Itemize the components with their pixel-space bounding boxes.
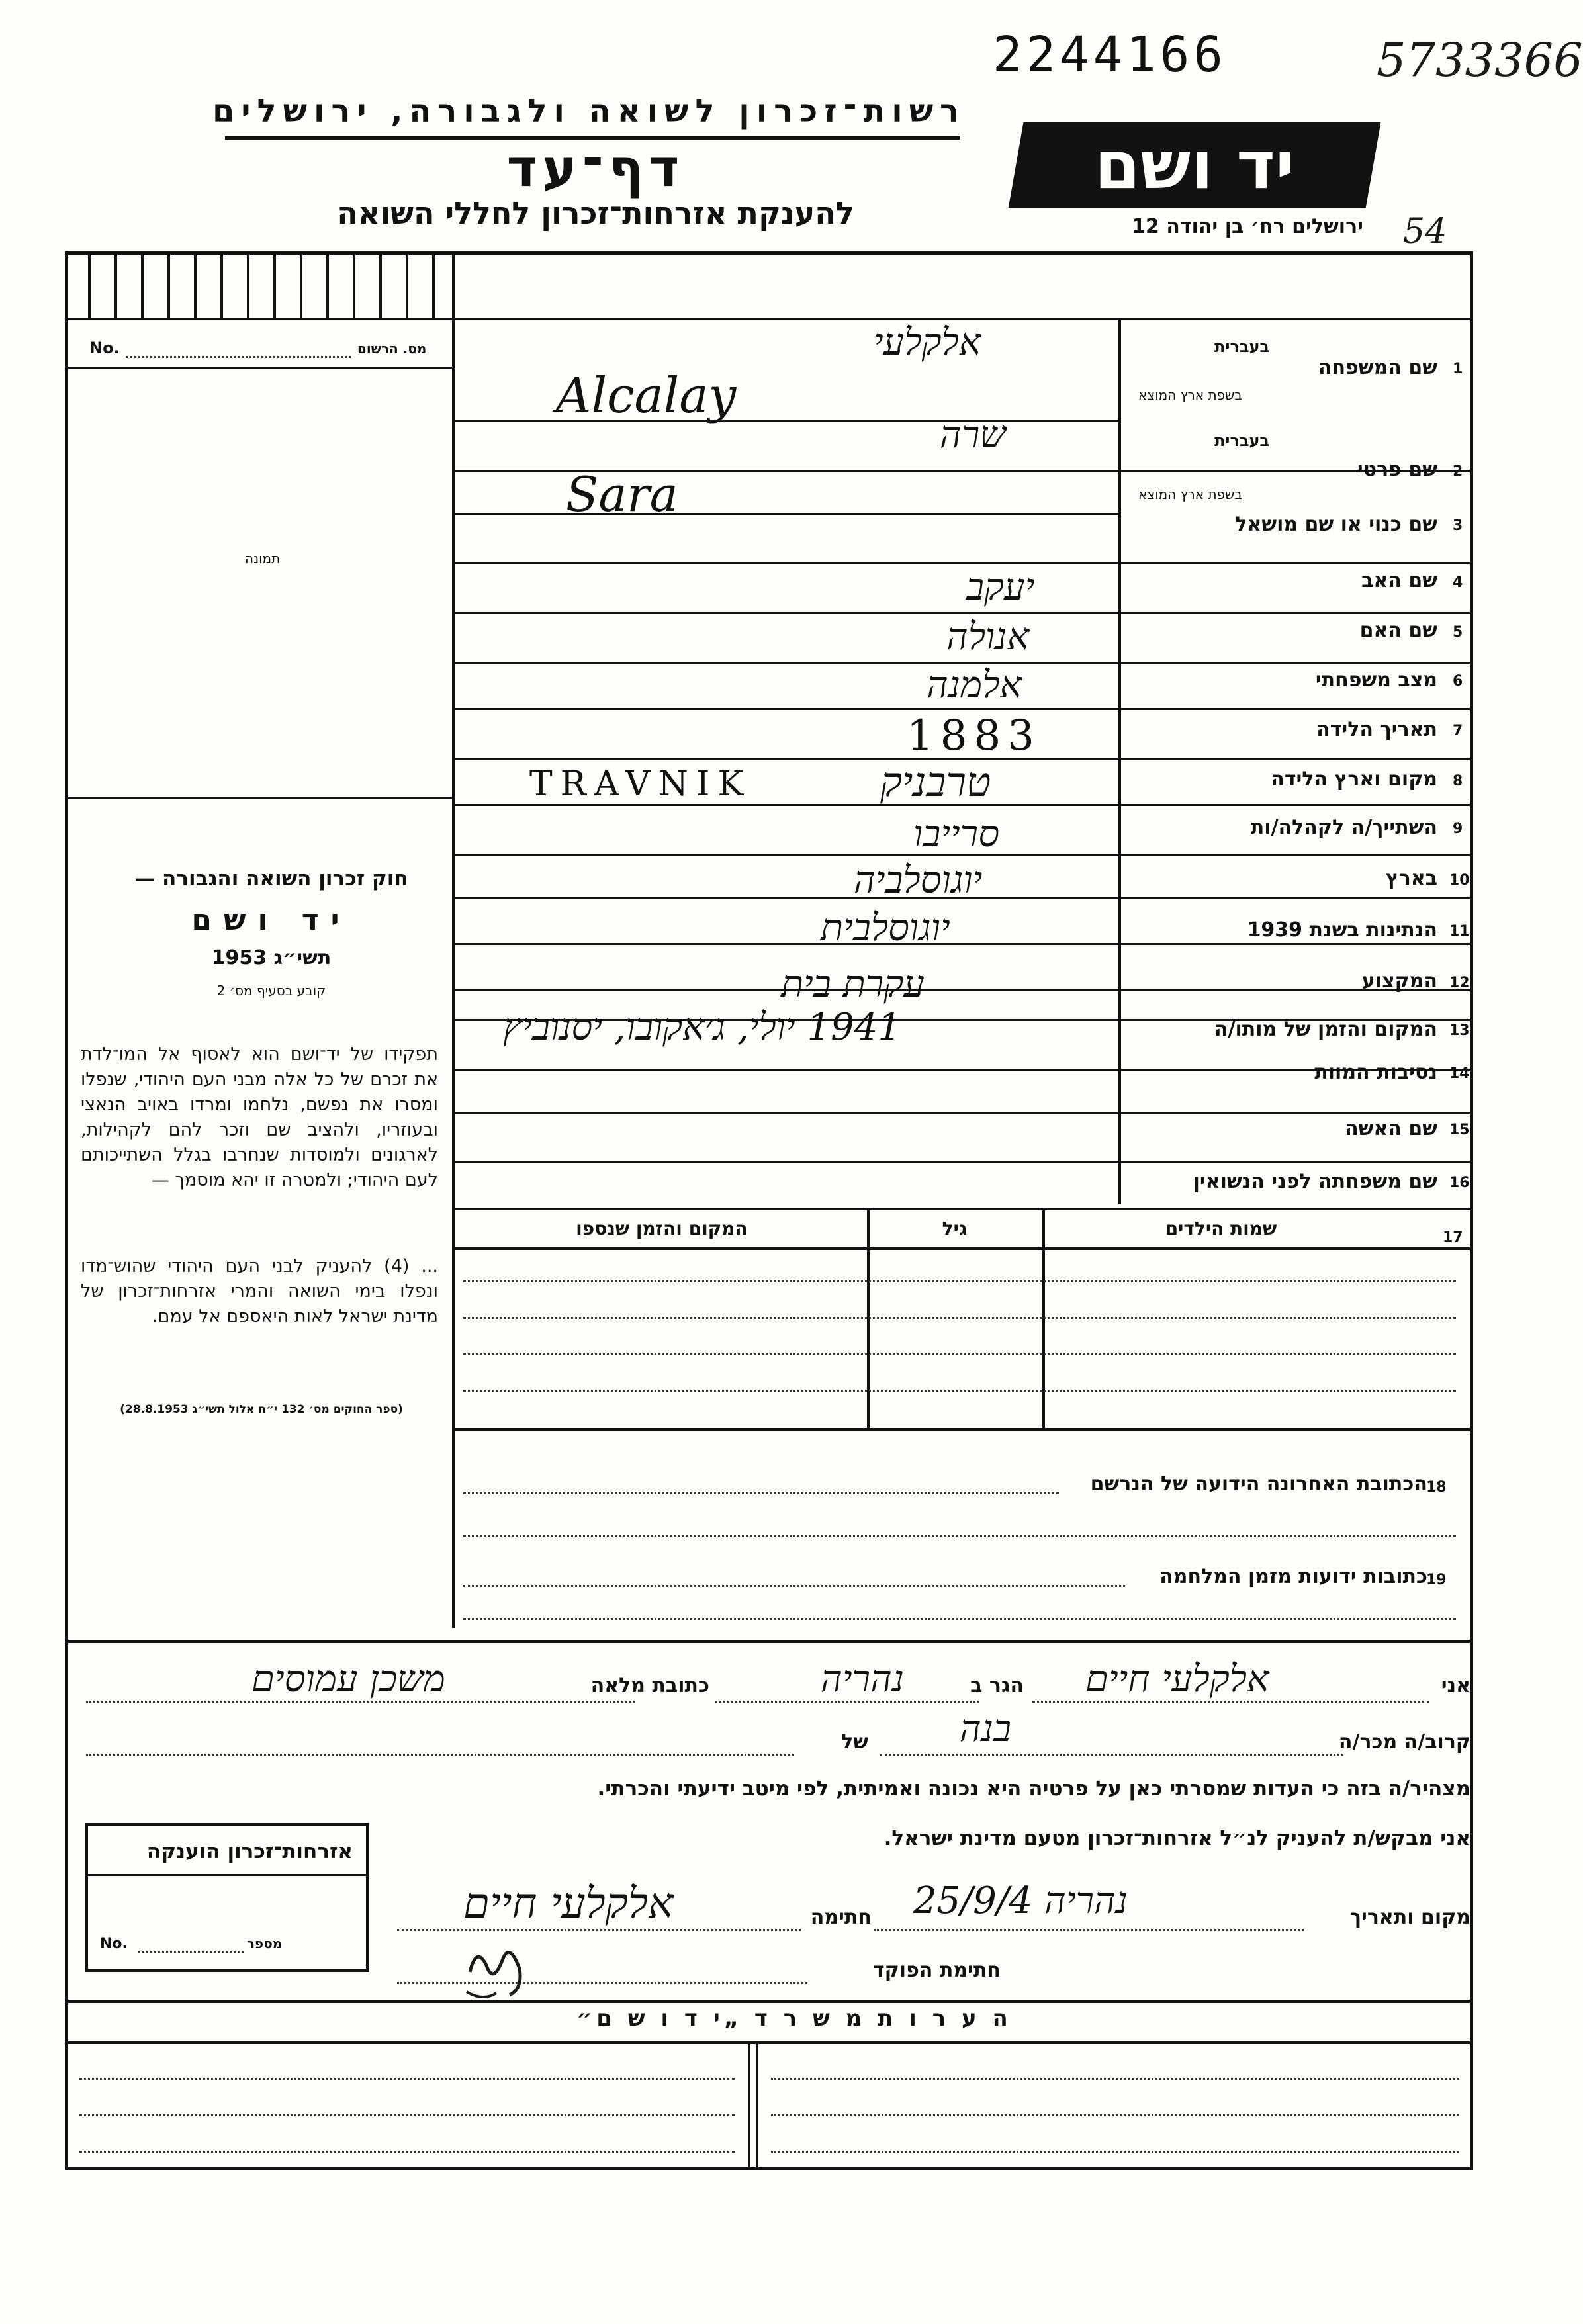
law-reference: (ספר החוקים מס׳ 132 י״ח אלול תשי״ג 28.8.1953) <box>120 1403 403 1416</box>
left-panel-border <box>452 251 455 1628</box>
field-2-number: 2 <box>1453 463 1463 480</box>
children-col-age: גיל <box>942 1218 968 1239</box>
field-10-value: יוגוסלביה <box>854 859 983 902</box>
field-19-label: כתובות ידועות מזמן המלחמה <box>1159 1565 1427 1588</box>
field-8-value-latin: TRAVNIK <box>529 764 752 804</box>
code-boxes <box>65 251 454 318</box>
field-11-number: 11 <box>1449 923 1470 940</box>
decl-signature-label: חתימה <box>810 1906 872 1929</box>
decl-relation-value: בנה <box>960 1707 1012 1750</box>
field-9-value: סרייבו <box>913 813 1000 856</box>
logo-text: יד ושם <box>1094 126 1295 204</box>
law-clause: קובע בסעיף מס׳ 2 <box>216 983 326 999</box>
field-4-value: יעקב <box>966 566 1035 609</box>
photo-label: תמונה <box>245 551 281 566</box>
field-5-number: 5 <box>1453 624 1463 641</box>
citizenship-box-number-label: מספר <box>247 1936 283 1951</box>
decl-address-value: משכן עמוסים <box>251 1658 445 1701</box>
field-2-value-hebrew: שרה <box>940 414 1006 457</box>
authority-title: רשות־זכרון לשואה ולגבורה, ירושלים <box>212 93 966 130</box>
field-12-value: עקרת בית <box>781 963 925 1006</box>
field-1-sub-a: בעברית <box>1214 337 1270 356</box>
field-18-label: הכתובת האחרונה הידועה של הנרשם <box>1090 1472 1427 1496</box>
field-4-number: 4 <box>1453 574 1463 591</box>
officer-signature <box>457 1932 536 2005</box>
field-8-number: 8 <box>1453 773 1463 789</box>
remarks-title: ה ע ר ו ת מ ש ר ד „י ד ו ש ם״ <box>576 2005 1012 2032</box>
field-7-label: תאריך הלידה <box>1316 718 1437 741</box>
serial-number: 2244166 <box>993 26 1227 83</box>
field-7-value: 1883 <box>907 711 1041 760</box>
field-1-value-hebrew: אלקלעי <box>874 321 981 364</box>
law-title: חוק זכרון השואה והגבורה — <box>134 867 408 891</box>
field-1-sub-b: בשפת ארץ המוצא <box>1138 387 1242 403</box>
field-1-number: 1 <box>1453 361 1463 377</box>
law-name: יד ושם <box>191 903 351 937</box>
decl-place-date-label: מקום ותאריך <box>1349 1906 1470 1929</box>
field-9-number: 9 <box>1453 821 1463 837</box>
decl-relative-label: קרוב/ה מכר/ה <box>1338 1730 1470 1754</box>
form-title: דף־עד <box>506 139 685 199</box>
field-13-number: 13 <box>1449 1022 1470 1039</box>
field-8-value: טרבניק <box>880 758 991 806</box>
field-15-label: שם האשה <box>1345 1117 1437 1140</box>
label-column-border <box>1118 318 1121 1204</box>
children-col-place: המקום והזמן שנספו <box>576 1218 748 1239</box>
decl-gar-b: הגר ב <box>970 1674 1024 1697</box>
field-10-number: 10 <box>1449 872 1470 889</box>
law-year: תשי״ג 1953 <box>211 946 332 969</box>
field-12-label: המקצוע <box>1361 969 1437 993</box>
field-13-value: 1941 יולי, ג׳אקובו, יסנוביץ <box>503 1006 901 1049</box>
field-6-label: מצב משפחתי <box>1315 668 1437 692</box>
field-14-number: 14 <box>1449 1065 1470 1082</box>
decl-statement-1: מצהיר/ה בזה כי העדות שמסרתי כאן על פרטיה היא נכונה ואמיתית, לפי מיטב ידיעתי והכרתי. <box>597 1777 1470 1801</box>
field-2-label: שם פרטי <box>1357 458 1437 481</box>
field-16-number: 16 <box>1449 1175 1470 1191</box>
field-8-label: מקום וארץ הלידה <box>1271 768 1437 791</box>
field-18-number: 18 <box>1426 1479 1447 1496</box>
field-13-label: המקום והזמן של מותו/ה <box>1214 1018 1437 1041</box>
field-12-number: 12 <box>1449 975 1470 991</box>
decl-city-value: נהריה <box>821 1658 905 1701</box>
field-1-label: שם המשפחה <box>1318 356 1437 379</box>
field-9-label: השתייך/ה לקהלה/ות <box>1250 816 1437 839</box>
decl-ani: אני <box>1441 1674 1470 1697</box>
field-16-label: שם משפחתה לפני הנשואין <box>1193 1170 1437 1193</box>
field-5-value: אנולה <box>946 615 1030 658</box>
registration-no: No. <box>89 339 120 357</box>
citizenship-box-title: אזרחות־זכרון הוענקה <box>146 1840 353 1863</box>
handwritten-number: 5733366 <box>1377 33 1583 87</box>
citizenship-box-no: No. <box>100 1936 128 1952</box>
field-1-value-foreign: Alcalay <box>556 367 737 424</box>
field-3-number: 3 <box>1453 517 1463 534</box>
yad-vashem-logo <box>1009 122 1381 208</box>
field-2-value-foreign: Sara <box>566 467 678 522</box>
decl-place-date-value: נהריה 25/9/4 <box>913 1879 1128 1922</box>
form-subtitle: להענקת אזרחות־זכרון לחללי השואה <box>337 195 854 231</box>
field-2-sub-b: בשפת ארץ המוצא <box>1138 486 1242 502</box>
field-15-number: 15 <box>1449 1122 1470 1138</box>
law-text-2: ... (4) להעניק לבני העם היהודי שהוש־מדו ונפלו בימי השואה והמרי אזרחות־זכרון של מדינת ישראל לאות היאספם אל עמם. <box>81 1256 438 1327</box>
field-7-number: 7 <box>1453 723 1463 739</box>
children-col-names: שמות הילדים <box>1165 1218 1277 1239</box>
address-line: ירושלים רח׳ בן יהודה 12 <box>1132 215 1363 238</box>
decl-name-value: אלקלעי חיים <box>1085 1658 1269 1701</box>
field-6-number: 6 <box>1453 673 1463 690</box>
decl-statement-2: אני מבקש/ת להעניק לנ״ל אזרחות־זכרון מטעם מדינת ישראל. <box>883 1826 1470 1850</box>
page-number: 54 <box>1403 212 1447 251</box>
field-11-value: יוגוסלבית <box>821 907 950 950</box>
field-10-label: בארץ <box>1385 867 1437 890</box>
citizenship-box <box>85 1823 369 1972</box>
field-14-label: נסיבות המוות <box>1314 1061 1437 1084</box>
law-text-1: תפקידו של יד־ושם הוא לאסוף אל המו־לדת את זכרם של כל אלה מבני העם היהודי, שנפלו ומסרו את נפשם, נלחמו ומרדו באויב הנאצי ובעוזריו, ולהציב שם וזכר להם לקהילות, לארגונים ולמוסדות שנחרבו בגלל השתייכותם לעם היהודי; ולמטרה זו יהא מוסמך — <box>81 1044 438 1190</box>
field-6-value: אלמנה <box>927 664 1022 707</box>
decl-shel: של <box>841 1730 868 1754</box>
decl-officer-label: חתימת הפוקד <box>873 1959 1001 1982</box>
field-19-number: 19 <box>1426 1572 1447 1588</box>
field-2-sub-a: בעברית <box>1214 431 1270 450</box>
field-4-label: שם האב <box>1361 569 1437 592</box>
registration-label: מס. הרשום <box>357 341 427 357</box>
field-5-label: שם האם <box>1359 619 1437 642</box>
decl-full-address: כתובת מלאה <box>590 1674 709 1697</box>
field-11-label: הנתינות בשנת 1939 <box>1247 918 1437 942</box>
field-17-number: 17 <box>1443 1229 1463 1246</box>
decl-signature-value: אלקלעי חיים <box>463 1879 674 1928</box>
field-3-label: שם כנוי או שם מושאל <box>1235 513 1437 536</box>
